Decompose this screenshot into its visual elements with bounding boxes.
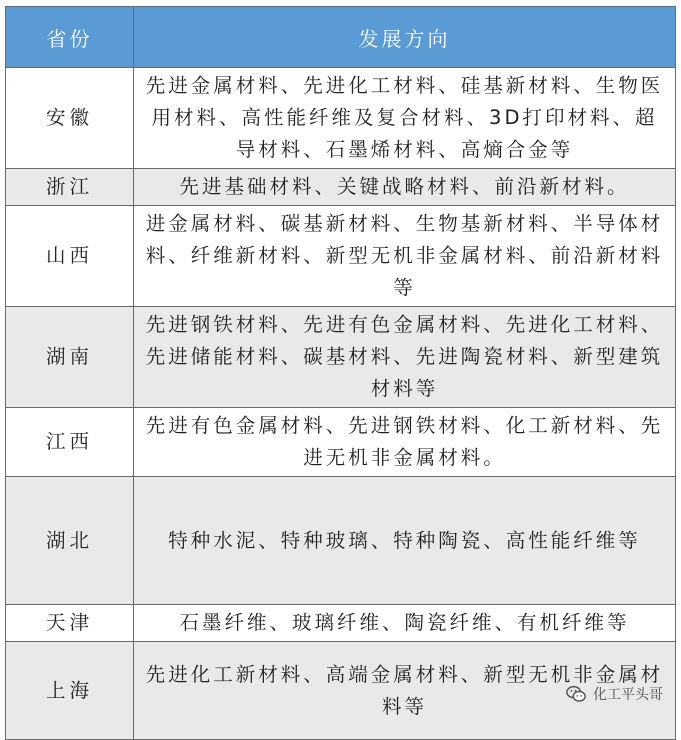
watermark bbox=[565, 683, 663, 705]
header-province: 省份 bbox=[6, 7, 134, 68]
table-row bbox=[6, 307, 676, 408]
province-cell: 天津 bbox=[6, 605, 134, 642]
header-direction: 发展方向 bbox=[134, 7, 676, 68]
table-row bbox=[6, 206, 676, 307]
province-cell: 湖南 bbox=[6, 307, 134, 408]
wechat-icon bbox=[565, 683, 587, 705]
province-direction-table bbox=[5, 6, 676, 740]
direction-cell: 先进基础材料、关键战略材料、前沿新材料。 bbox=[134, 169, 676, 206]
province-cell: 浙江 bbox=[6, 169, 134, 206]
direction-cell: 进金属材料、碳基新材料、生物基新材料、半导体材料、纤维新材料、新型无机非金属材料、前沿新材料等 bbox=[134, 206, 676, 307]
table-row bbox=[6, 169, 676, 206]
table-header-row bbox=[6, 7, 676, 68]
province-cell: 湖北 bbox=[6, 477, 134, 605]
province-cell: 上海 bbox=[6, 642, 134, 740]
table-row bbox=[6, 68, 676, 169]
table-row bbox=[6, 605, 676, 642]
province-cell: 山西 bbox=[6, 206, 134, 307]
table-row bbox=[6, 477, 676, 605]
province-cell: 江西 bbox=[6, 408, 134, 477]
direction-cell: 先进金属材料、先进化工材料、硅基新材料、生物医用材料、高性能纤维及复合材料、3D打印材料、超导材料、石墨烯材料、高熵合金等 bbox=[134, 68, 676, 169]
province-table-container bbox=[5, 6, 675, 740]
direction-cell: 石墨纤维、玻璃纤维、陶瓷纤维、有机纤维等 bbox=[134, 605, 676, 642]
table-row bbox=[6, 408, 676, 477]
watermark-text: 化工平头哥 bbox=[593, 687, 663, 703]
province-cell: 安徽 bbox=[6, 68, 134, 169]
direction-cell: 先进钢铁材料、先进有色金属材料、先进化工材料、先进储能材料、碳基材料、先进陶瓷材料、新型建筑材料等 bbox=[134, 307, 676, 408]
direction-cell: 先进有色金属材料、先进钢铁材料、化工新材料、先进无机非金属材料。 bbox=[134, 408, 676, 477]
direction-cell: 特种水泥、特种玻璃、特种陶瓷、高性能纤维等 bbox=[134, 477, 676, 605]
direction-cell: 先进化工新材料、高端金属材料、新型无机非金属材料等 bbox=[134, 642, 676, 740]
